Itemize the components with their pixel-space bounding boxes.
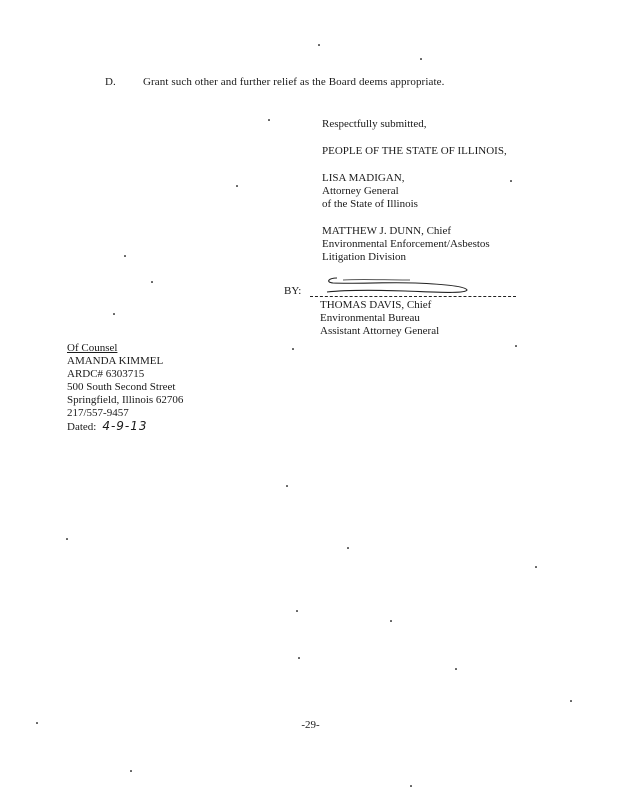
scan-speck (268, 119, 270, 121)
counsel-ardc: ARDC# 6303715 (67, 368, 145, 380)
counsel-name: AMANDA KIMMEL (67, 355, 164, 367)
signature-line (310, 296, 516, 297)
scan-speck (113, 313, 115, 315)
closing-text: Respectfully submitted, (322, 118, 427, 130)
dated-value: 4-9-13 (102, 419, 148, 433)
scan-speck (36, 722, 38, 724)
scan-speck (124, 255, 126, 257)
paragraph-text: Grant such other and further relief as the Board deems appropriate. (143, 76, 445, 88)
scan-speck (298, 657, 300, 659)
scan-speck (410, 785, 412, 787)
dated-line (67, 420, 183, 434)
counsel-phone: 217/557-9457 (67, 407, 129, 419)
counsel-address-1: 500 South Second Street (67, 381, 176, 393)
scan-speck (296, 610, 298, 612)
page-number: -29- (301, 719, 320, 731)
signer-bureau: Environmental Bureau (320, 312, 420, 324)
paragraph-letter: D. (105, 76, 116, 88)
party-name: PEOPLE OF THE STATE OF ILLINOIS, (322, 145, 507, 157)
scan-speck (515, 345, 517, 347)
division-name-line-2: Litigation Division (322, 251, 407, 263)
signer-title: Assistant Attorney General (320, 325, 440, 337)
scan-speck (318, 44, 320, 46)
scan-speck (420, 58, 422, 60)
of-counsel-heading: Of Counsel (67, 342, 118, 354)
scan-speck (286, 485, 288, 487)
handwritten-signature (315, 268, 475, 298)
attorney-general-title: Attorney General (322, 185, 399, 197)
scan-speck (66, 538, 68, 540)
signer-name: THOMAS DAVIS, Chief (320, 299, 432, 311)
signature-block (322, 118, 562, 264)
division-name-line-1: Environmental Enforcement/Asbestos (322, 238, 490, 250)
scan-speck (236, 185, 238, 187)
attorney-general-name: LISA MADIGAN, (322, 172, 405, 184)
scan-speck (347, 547, 349, 549)
scan-speck (535, 566, 537, 568)
scan-speck (130, 770, 132, 772)
dated-label: Dated: (67, 421, 97, 433)
attorney-general-state: of the State of Illinois (322, 198, 418, 210)
scan-speck (292, 348, 294, 350)
scan-speck (455, 668, 457, 670)
scan-speck (510, 180, 512, 182)
division-chief-name: MATTHEW J. DUNN, Chief (322, 225, 452, 237)
scan-speck (151, 281, 153, 283)
of-counsel-block (67, 342, 183, 434)
signer-block (320, 299, 439, 338)
scan-speck (570, 700, 572, 702)
scan-speck (390, 620, 392, 622)
by-label: BY: (284, 285, 302, 297)
counsel-address-2: Springfield, Illinois 62706 (67, 394, 184, 406)
